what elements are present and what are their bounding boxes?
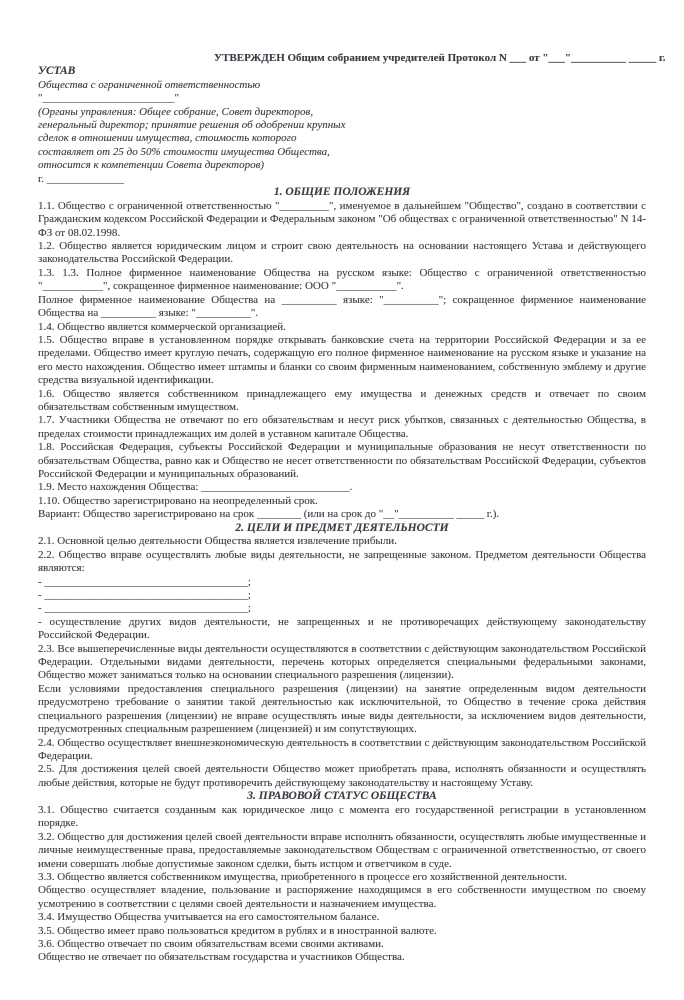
management-note-line: сделок в отношении имущества, стоимость которого xyxy=(38,132,297,145)
section-legal-status xyxy=(38,790,646,965)
management-note-line: относится к компетенции Совета директоров) xyxy=(38,159,265,172)
paragraph: 1.1. Общество с ограниченной ответственностью "_________", именуемое в дальнейшем "Общество", создано в соответствии с Гражданским кодексом Российской Федерации и Федеральным законом "Об обществах с ограниченной ответственностью" N 14-ФЗ от 08.02.1998. xyxy=(38,199,646,239)
paragraph: 2.2. Общество вправе осуществлять любые виды деятельности, не запрещенные законом. Предметом деятельности Общества являются: xyxy=(38,548,646,575)
section-heading: 3. ПРАВОВОЙ СТАТУС ОБЩЕСТВА xyxy=(247,790,437,803)
city-line: г. ______________ xyxy=(38,172,124,185)
paragraph: 2.4. Общество осуществляет внешнеэкономическую деятельность в соответствии с действующим законодательством Российской Федерации. xyxy=(38,736,646,762)
paragraph: 3.3. Общество является собственником имущества, приобретенного в процессе его хозяйственной деятельности. xyxy=(38,870,568,883)
management-note-line: составляет от 25 до 50% стоимости имущества Общества, xyxy=(38,145,330,158)
section-general-provisions xyxy=(38,186,646,522)
paragraph: Если условиями предоставления специального разрешения (лицензии) на занятие определенным видом деятельности предусмотрено требование о занятии такой деятельностью как исключительной, то Общество в течение срока действия специального разрешения (лицензии) не вправе осуществлять иные виды деятельности, за исключением видов деятельности, предусмотренных специальным разрешением (лицензией) и им сопутствующих. xyxy=(38,682,646,736)
paragraph: 3.6. Общество отвечает по своим обязательствам всеми своими активами. xyxy=(38,937,384,950)
paragraph: - осуществление других видов деятельности, не запрещенных и не противоречащих действующему законодательству Российской Федерации. xyxy=(38,615,646,642)
activity-blank-line: - _____________________________________; xyxy=(38,575,251,588)
paragraph: 1.8. Российская Федерация, субъекты Российской Федерации и муниципальные образования не несут ответственности по обязательствам Общества, равно как и Общество не несет ответственности по обязательствам Российской Федерации, субъектов Российской Федерации и муниципальных образований. xyxy=(38,441,646,480)
paragraph: 1.9. Место нахождения Общества: ___________________________. xyxy=(38,481,353,494)
paragraph: 1.5. Общество вправе в установленном порядке открывать банковские счета на территории Российской Федерации и за ее пределами. Общество имеет круглую печать, содержащую его полное фирменное наименование на русском языке и указание на его место нахождения. Общество имеет штампы и бланки со своим фирменным наименованием, собственную эмблему и другие средства визуальной идентификации. xyxy=(38,333,646,387)
paragraph: 1.2. Общество является юридическим лицом и строит свою деятельность на основании настоящего Устава и действующего законодательства Российской Федерации. xyxy=(38,240,646,266)
section-heading: 2. ЦЕЛИ И ПРЕДМЕТ ДЕЯТЕЛЬНОСТИ xyxy=(235,521,449,534)
activity-blank-line: - _____________________________________; xyxy=(38,602,251,615)
section-goals-and-activities xyxy=(38,522,646,791)
paragraph: 3.5. Общество имеет право пользоваться кредитом в рублях и в иностранной валюте. xyxy=(38,924,437,937)
management-note-line: (Органы управления: Общее собрание, Совет директоров, xyxy=(38,105,314,118)
paragraph: 1.6. Общество является собственником принадлежащего ему имущества и денежных средств и отвечает по своим обязательствам собственным имуществом. xyxy=(38,387,646,413)
paragraph: 2.1. Основной целью деятельности Общества является извлечение прибыли. xyxy=(38,535,397,548)
document-subtitle: Общества с ограниченной ответственностью xyxy=(38,78,261,91)
paragraph: 1.3. 1.3. Полное фирменное наименование Общества на русском языке: Общество с ограниченной ответственностью "___________", сокращенное фирменное наименование: ООО "___________". xyxy=(38,266,646,293)
paragraph: 3.1. Общество считается созданным как юридическое лицо с момента его государственной регистрации в установленном порядке. xyxy=(38,803,646,830)
paragraph: Вариант: Общество зарегистрировано на срок ________ (или на срок до "__"__________ _____ г.). xyxy=(38,508,500,521)
paragraph: Общество осуществляет владение, пользование и распоряжение находящимся в его собственности имуществом по своему усмотрению в соответствии с целями своей деятельности и назначением имущества. xyxy=(38,884,646,910)
company-name-blank: "________________________" xyxy=(38,92,179,105)
paragraph: 1.10. Общество зарегистрировано на неопределенный срок. xyxy=(38,494,318,507)
paragraph: 3.4. Имущество Общества учитывается на его самостоятельном балансе. xyxy=(38,911,380,924)
document-header xyxy=(38,52,666,186)
paragraph: 1.7. Участники Общества не отвечают по его обязательствам и несут риск убытков, связанных с деятельностью Общества, в пределах стоимости принадлежащих им долей в уставном капитале Общества. xyxy=(38,414,646,440)
paragraph: 2.3. Все вышеперечисленные виды деятельности осуществляются в соответствии с действующим законодательством Российской Федерации. Отдельными видами деятельности, перечень которых определяется специальными федеральными законами, Общество может заниматься только на основании специального разрешения (лицензии). xyxy=(38,642,646,682)
management-note-line: генеральный директор; принятие решения об одобрении крупных xyxy=(38,119,346,132)
document-title: УСТАВ xyxy=(38,65,76,78)
paragraph: 2.5. Для достижения целей своей деятельности Общество может приобретать права, исполнять обязанности и осуществлять любые действия, которые не будут противоречить действующему законодательству и настоящему Уставу. xyxy=(38,763,646,789)
paragraph: Полное фирменное наименование Общества на __________ языке: "__________"; сокращенное фирменное наименование Общества на __________ языке: "__________". xyxy=(38,293,646,320)
paragraph: Общество не отвечает по обязательствам государства и участников Общества. xyxy=(38,951,405,964)
approval-line: УТВЕРЖДЕН Общим собранием учредителей Протокол N ___ от "___"__________ _____ г. xyxy=(214,52,666,64)
paragraph: 3.2. Общество для достижения целей своей деятельности вправе исполнять обязанности, осуществлять любые имущественные и личные неимущественные права, предоставляемые законодательством Обществам с ограниченной ответственностью, от своего имени совершать любые допустимые законом сделки, быть истцом и ответчиком в суде. xyxy=(38,830,646,870)
section-heading: 1. ОБЩИЕ ПОЛОЖЕНИЯ xyxy=(273,186,411,199)
activity-blank-line: - _____________________________________; xyxy=(38,589,251,602)
paragraph: 1.4. Общество является коммерческой организацией. xyxy=(38,320,286,333)
